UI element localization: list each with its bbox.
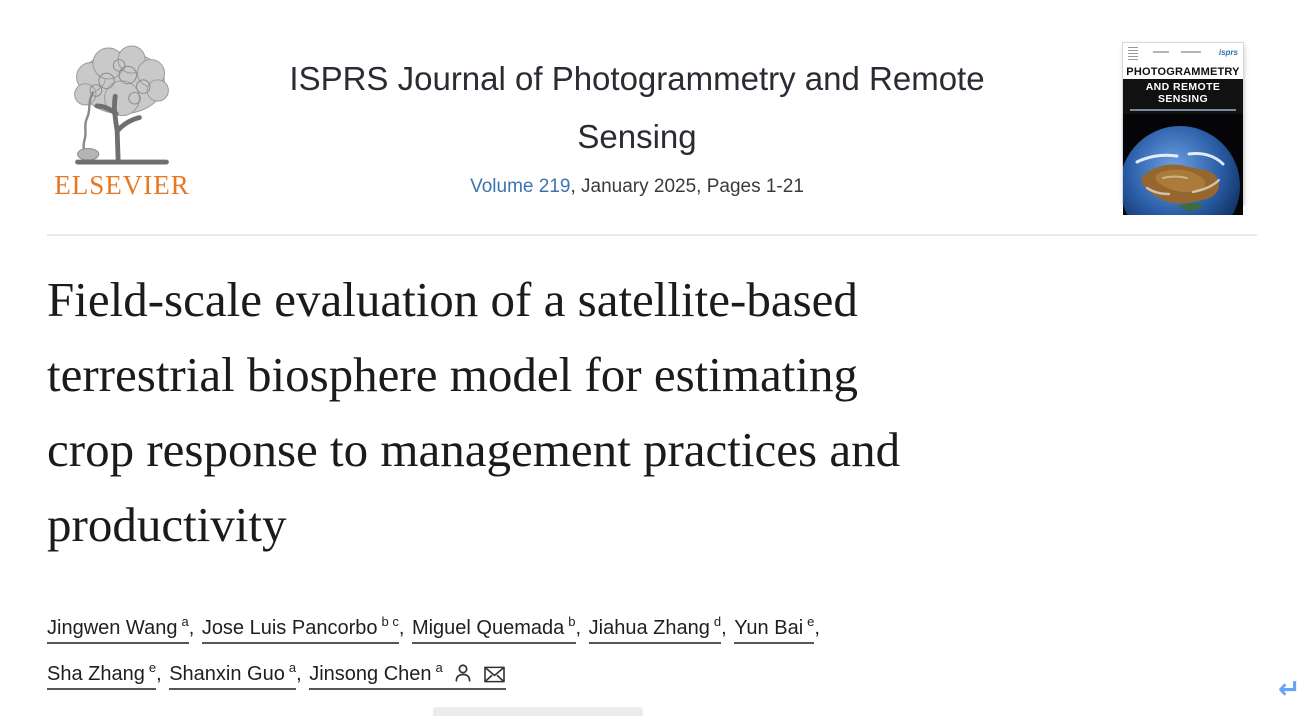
return-arrow-icon: ↵	[1278, 674, 1301, 705]
author-separator: ,	[721, 617, 733, 639]
author-affiliation-sup: b c	[381, 614, 399, 629]
author-list	[47, 606, 1167, 698]
journal-title-link[interactable]	[217, 50, 1057, 166]
author-separator: ,	[188, 617, 200, 639]
author-affiliation-sup: d	[713, 614, 722, 629]
author-link[interactable]	[201, 614, 399, 644]
earth-cover-image	[1123, 114, 1243, 215]
journal-cover-thumbnail[interactable]	[1123, 43, 1243, 204]
author-link[interactable]	[309, 660, 506, 690]
author-separator: ,	[156, 663, 168, 685]
elsevier-tree-icon	[64, 42, 180, 168]
cover-subtitle-strip	[1123, 107, 1243, 114]
volume-link[interactable]: Volume 219	[470, 176, 571, 197]
author-name: Jingwen Wang	[47, 617, 178, 639]
author-link[interactable]	[47, 660, 157, 690]
author-name: Miguel Quemada	[411, 617, 565, 639]
header-divider	[47, 234, 1257, 236]
cutoff-element	[433, 707, 643, 716]
journal-info	[217, 50, 1057, 198]
author-affiliation-sup: b	[568, 614, 576, 629]
journal-title-line1: ISPRS Journal of Photogrammetry and Remote	[289, 60, 985, 97]
article-title-line: Field-scale evaluation of a satellite-based	[47, 272, 858, 327]
author-name: Yun Bai	[734, 617, 804, 639]
author-name: Jinsong Chen	[309, 663, 432, 685]
author-separator: ,	[814, 617, 820, 639]
cover-fineprint-line	[1181, 51, 1201, 53]
author-affiliation-sup: a	[288, 660, 297, 675]
cover-fineprint-line	[1130, 109, 1236, 111]
author-separator: ,	[296, 663, 308, 685]
isprs-logo-text: isprs	[1218, 48, 1238, 57]
cover-title-line2: AND REMOTE SENSING	[1123, 79, 1243, 107]
article-title-line: crop response to management practices and	[47, 422, 901, 477]
envelope-icon	[483, 665, 506, 684]
author-link[interactable]	[47, 614, 189, 644]
author-link[interactable]	[588, 614, 722, 644]
elsevier-logo[interactable]	[47, 42, 197, 201]
author-affiliation-sup: e	[148, 660, 157, 675]
author-name: Sha Zhang	[47, 663, 145, 685]
journal-title-line2: Sensing	[577, 118, 697, 155]
author-name: Shanxin Guo	[169, 663, 285, 685]
cover-masthead-meta	[1123, 43, 1243, 65]
author-separator: ,	[398, 617, 410, 639]
cover-title-line1: PHOTOGRAMMETRY	[1123, 65, 1243, 79]
author-link[interactable]	[169, 660, 297, 690]
author-link[interactable]	[734, 614, 815, 644]
author-affiliation-sup: e	[807, 614, 815, 629]
volume-issue-line	[217, 176, 1057, 198]
journal-banner	[47, 40, 1257, 212]
issue-info: , January 2025, Pages 1-21	[570, 176, 804, 197]
author-affiliation-sup: a	[435, 660, 443, 675]
isprs-stamp-icon	[1128, 47, 1138, 60]
cover-fineprint-line	[1153, 51, 1169, 53]
article-title-line: terrestrial biosphere model for estimating	[47, 347, 858, 402]
article-title	[47, 262, 1272, 562]
author-affiliation-sup: a	[181, 614, 189, 629]
author-name: Jose Luis Pancorbo	[201, 617, 378, 639]
article-title-line: productivity	[47, 497, 287, 552]
author-link[interactable]	[411, 614, 576, 644]
author-separator: ,	[575, 617, 587, 639]
person-icon	[452, 662, 474, 684]
author-name: Jiahua Zhang	[588, 617, 710, 639]
elsevier-wordmark: ELSEVIER	[54, 170, 190, 200]
